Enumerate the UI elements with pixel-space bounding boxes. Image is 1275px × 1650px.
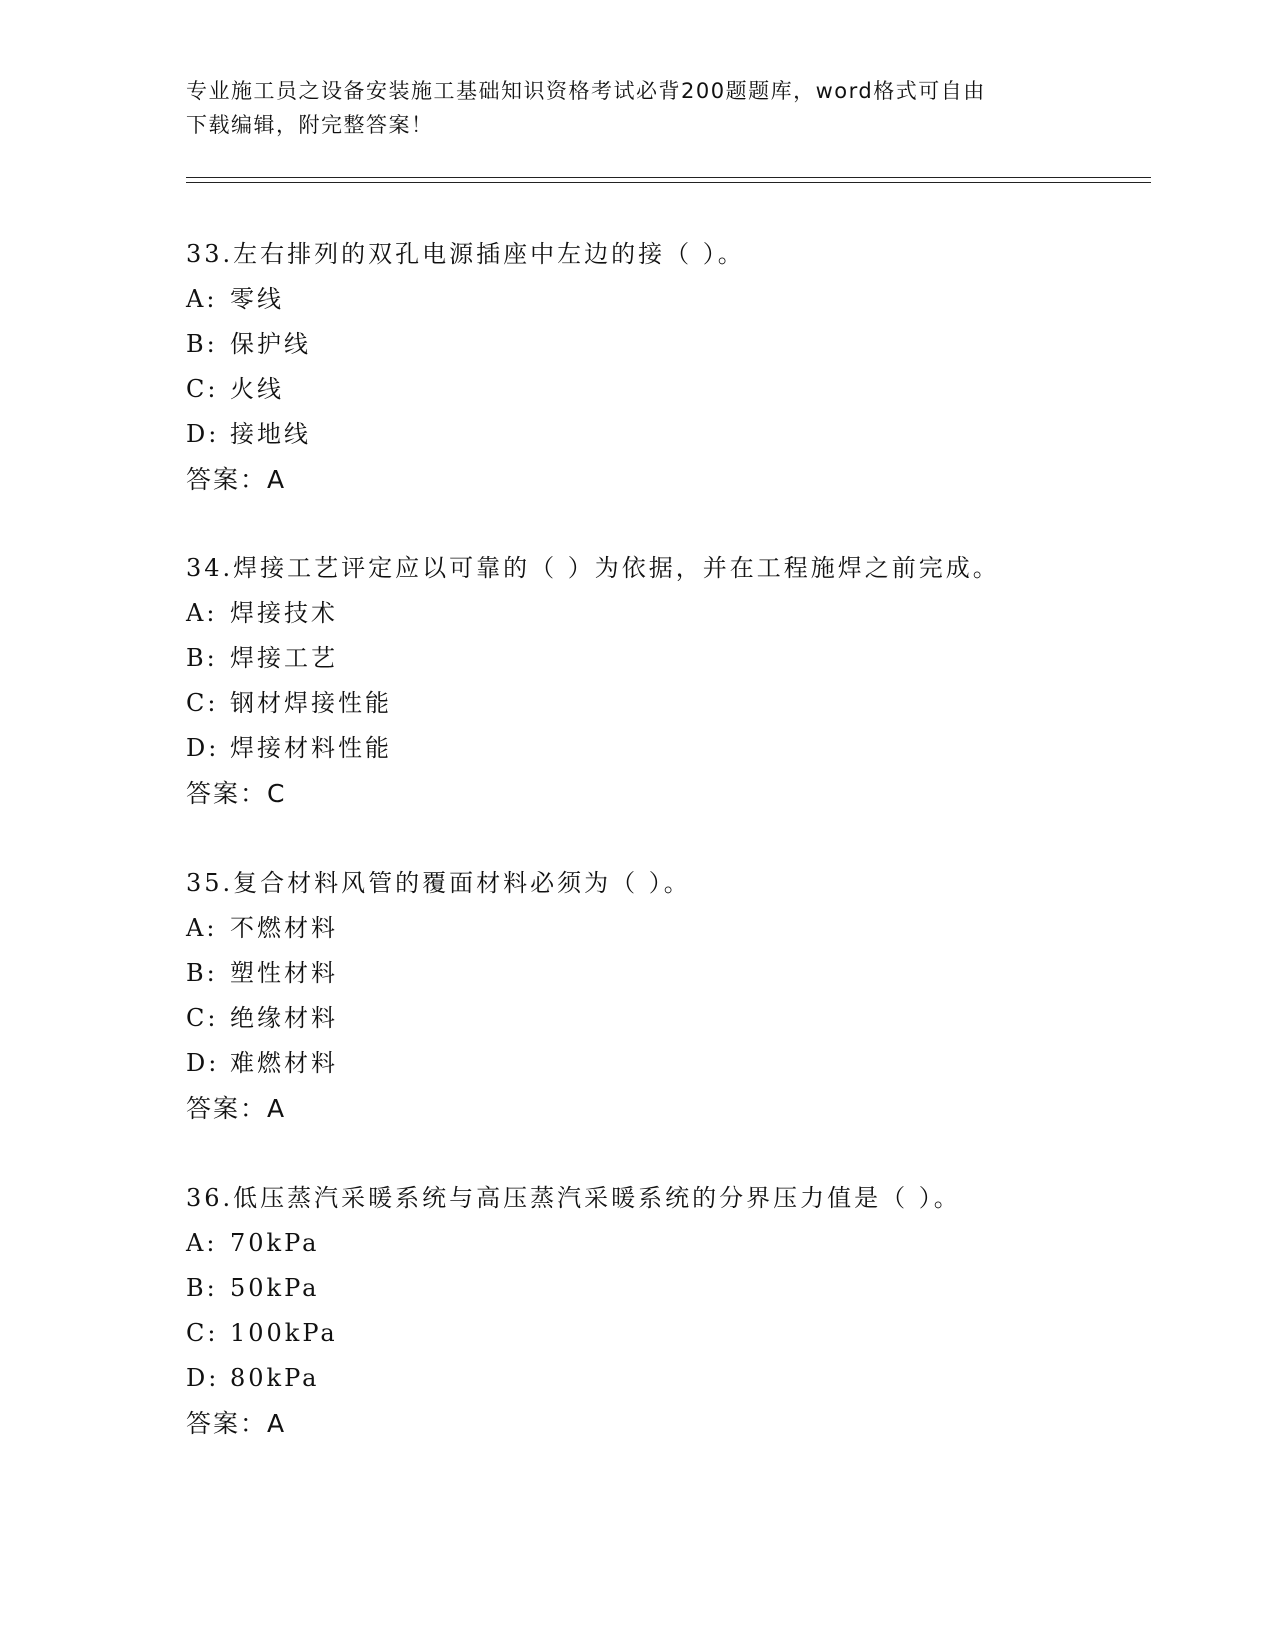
option-text: 塑性材料 (230, 959, 338, 987)
option-d (186, 1041, 1136, 1086)
option-letter: C: (186, 1004, 219, 1032)
question-36 (186, 1176, 1136, 1446)
option-b (186, 636, 1136, 681)
header-line-1: 专业施工员之设备安装施工基础知识资格考试必背200题题库，word格式可自由 (186, 79, 986, 103)
option-text: 绝缘材料 (230, 1004, 338, 1032)
option-letter: B: (186, 1274, 218, 1302)
option-a (186, 591, 1136, 636)
question-stem: 33.左右排列的双孔电源插座中左边的接（ ）。 (186, 240, 745, 268)
option-a (186, 277, 1136, 322)
option-d (186, 726, 1136, 771)
document-header (186, 74, 1086, 142)
option-c (186, 996, 1136, 1041)
option-letter: A: (186, 599, 218, 627)
option-text: 接地线 (230, 420, 311, 448)
option-c (186, 367, 1136, 412)
option-letter: C: (186, 689, 219, 717)
header-line-2: 下载编辑，附完整答案！ (186, 113, 434, 137)
header-divider-bottom (186, 182, 1151, 183)
option-text: 钢材焊接性能 (230, 689, 392, 717)
option-letter: D: (186, 1364, 220, 1392)
option-text: 火线 (230, 375, 284, 403)
option-text: 焊接材料性能 (230, 734, 392, 762)
option-letter: D: (186, 420, 220, 448)
option-text: 焊接工艺 (230, 644, 338, 672)
option-text: 50kPa (230, 1274, 320, 1302)
answer-line: 答案：A (186, 465, 287, 494)
option-text: 80kPa (230, 1364, 320, 1392)
answer-line: 答案：A (186, 1094, 287, 1123)
answer-line: 答案：A (186, 1409, 287, 1438)
answer-line: 答案：C (186, 779, 287, 808)
option-c (186, 681, 1136, 726)
option-letter: A: (186, 1229, 218, 1257)
option-letter: C: (186, 375, 219, 403)
option-letter: C: (186, 1319, 219, 1347)
option-b (186, 322, 1136, 367)
option-b (186, 951, 1136, 996)
option-letter: D: (186, 734, 220, 762)
option-text: 难燃材料 (230, 1049, 338, 1077)
option-letter: D: (186, 1049, 220, 1077)
option-text: 保护线 (230, 330, 311, 358)
option-c (186, 1311, 1136, 1356)
option-text: 焊接技术 (230, 599, 338, 627)
option-d (186, 1356, 1136, 1401)
option-letter: B: (186, 644, 218, 672)
question-stem: 35.复合材料风管的覆面材料必须为（ ）。 (186, 869, 691, 897)
option-b (186, 1266, 1136, 1311)
question-34 (186, 546, 1136, 816)
question-stem: 36.低压蒸汽采暖系统与高压蒸汽采暖系统的分界压力值是（ ）。 (186, 1184, 961, 1212)
option-letter: A: (186, 285, 218, 313)
option-text: 100kPa (230, 1319, 338, 1347)
header-divider-top (186, 177, 1151, 178)
option-a (186, 1221, 1136, 1266)
question-33 (186, 232, 1136, 502)
option-text: 70kPa (230, 1229, 320, 1257)
option-a (186, 906, 1136, 951)
question-stem: 34.焊接工艺评定应以可靠的（ ）为依据，并在工程施焊之前完成。 (186, 554, 1000, 582)
option-letter: B: (186, 330, 218, 358)
option-d (186, 412, 1136, 457)
option-text: 零线 (230, 285, 284, 313)
option-text: 不燃材料 (230, 914, 338, 942)
option-letter: B: (186, 959, 218, 987)
option-letter: A: (186, 914, 218, 942)
question-35 (186, 861, 1136, 1131)
